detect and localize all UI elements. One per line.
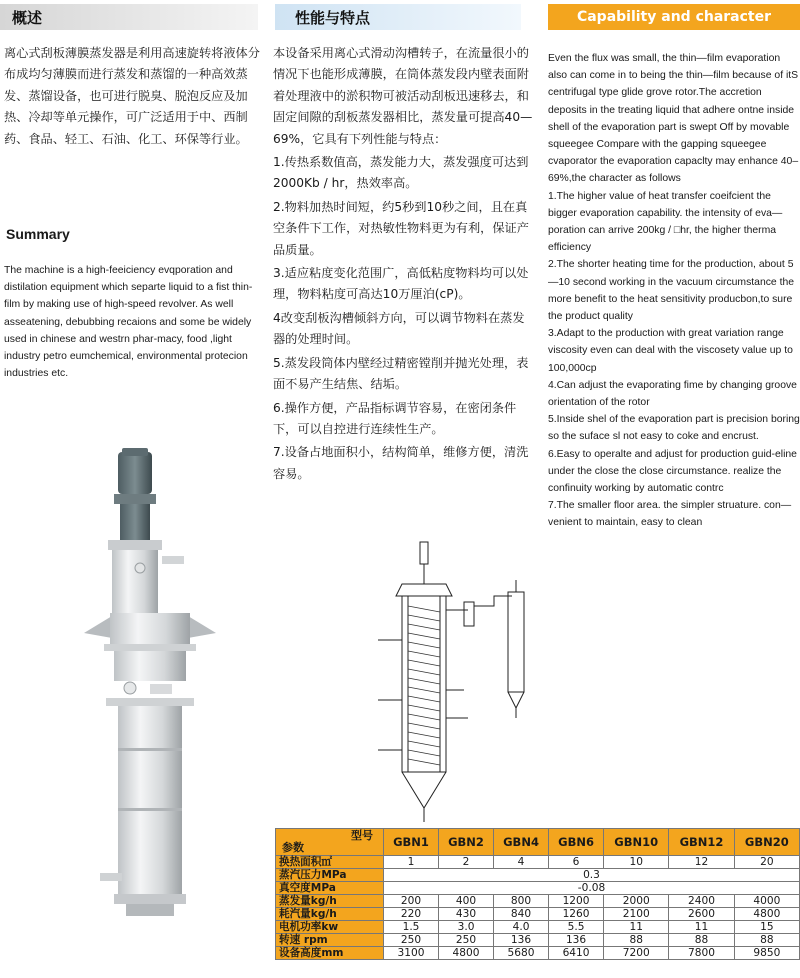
summary-body: The machine is a high-feeiciency evqporation and distilation equipment which separte liquid to a fist thin-film by making use of high-speed revolver. As well asseatening, debubbing recaions and some be widely used in chinese and westrn phar-macy, food ,light industry petro eumchemical, environmental protecion industries etc. xyxy=(4,265,253,380)
feature-item-7: 7.设备占地面积小，结构简单，维修方便，清洗容易。 xyxy=(273,445,529,481)
table-row xyxy=(276,947,800,960)
table-cell: 1200 xyxy=(549,895,604,908)
rotor-blade xyxy=(408,723,440,729)
feature-item-3: 3.适应粘度变化范围广，高低粘度物料均可以处理，物料粘度可高达10万厘泊(cP)。 xyxy=(273,266,529,302)
rotor-blade xyxy=(408,606,440,612)
rotor-blade xyxy=(408,687,440,693)
rotor-blade xyxy=(408,714,440,720)
corner-param-label: 参数 xyxy=(282,841,304,854)
row-merged-value: 0.3 xyxy=(384,869,800,882)
row-label: 转速 rpm xyxy=(276,934,384,947)
row-label: 蒸发量kg/h xyxy=(276,895,384,908)
model-header-gbn1: GBN1 xyxy=(384,829,439,856)
table-row xyxy=(276,908,800,921)
evaporator-photo xyxy=(80,448,220,918)
rotor-blade xyxy=(408,642,440,648)
row-label: 真空度MPa xyxy=(276,882,384,895)
feature-item-2: 2.物料加热时间短，约5秒到10秒之间，且在真空条件下工作，对热敏性物料更为有利，保证产品质量。 xyxy=(273,199,529,257)
rotor-blade xyxy=(408,615,440,621)
rotor-blade xyxy=(408,633,440,639)
feature-item-4: 4改变刮板沟槽倾斜方向，可以调节物料在蒸发器的处理时间。 xyxy=(273,310,525,347)
table-cell: 136 xyxy=(549,934,604,947)
table-cell: 4.0 xyxy=(494,921,549,934)
table-row xyxy=(276,895,800,908)
model-header-gbn10: GBN10 xyxy=(604,829,669,856)
table-cell: 15 xyxy=(734,921,799,934)
table-cell: 11 xyxy=(604,921,669,934)
capability-item-6: 6.Easy to operalte and adjust for production guid-eline under the close the close circumstance. realize the confinuity working by automatic contrc xyxy=(548,448,797,495)
row-label: 蒸汽压力MPa xyxy=(276,869,384,882)
model-header-gbn12: GBN12 xyxy=(669,829,734,856)
table-row xyxy=(276,869,800,882)
features-intro: 本设备采用离心式滑动沟槽转子，在流量很小的情况下也能形成薄膜，在筒体蒸发段内壁表面附着处理液中的淤积物可被活动刮板迅速移去，和固定间隙的刮板蒸发器相比，蒸发量可提高40—69%，它具有下列性能与特点： xyxy=(273,46,533,146)
rotor-blade xyxy=(408,660,440,666)
table-cell: 88 xyxy=(669,934,734,947)
table-cell: 7800 xyxy=(669,947,734,960)
table-cell: 1 xyxy=(384,856,439,869)
table-cell: 6 xyxy=(549,856,604,869)
corner-model-label: 型号 xyxy=(351,829,373,842)
table-cell: 20 xyxy=(734,856,799,869)
rotor-blade xyxy=(408,678,440,684)
capability-item-2: 2.The shorter heating time for the production, about 5—10 second working in the vacuum circumstance the more benefit to the heat sensitivity producbon,to sure the product quality xyxy=(548,259,795,323)
features-header-text: 性能与特点 xyxy=(295,8,371,27)
model-header-gbn20: GBN20 xyxy=(734,829,799,856)
table-cell: 200 xyxy=(384,895,439,908)
rotor-blade xyxy=(408,669,440,675)
capability-item-3: 3.Adapt to the production with great variation range viscosity even can deal with the viscosety value up to 100,000cp xyxy=(548,328,793,374)
capability-column xyxy=(548,50,800,532)
rotor-blade xyxy=(408,705,440,711)
row-label: 耗汽量kg/h xyxy=(276,908,384,921)
table-cell: 12 xyxy=(669,856,734,869)
model-header-gbn6: GBN6 xyxy=(549,829,604,856)
feature-item-1: 1.传热系数值高，蒸发能力大，蒸发强度可达到2000Kb / hr，热效率高。 xyxy=(273,155,529,191)
spec-table xyxy=(275,828,800,960)
capability-intro: Even the flux was small, the thin—film evaporation also can come in to being the thin—film because of itS centrifugal type glide grove rotor.The accretion deposits in the treating liquid that adhere ontne inside shell of the evaporation part is swept Off by movable squeegee Compare with the gapping squeegee cvaporator the evaporation capaclty may enhance 40–69%,the character as follows xyxy=(548,53,799,185)
overview-header xyxy=(0,4,258,30)
table-cell: 9850 xyxy=(734,947,799,960)
table-cell: 4000 xyxy=(734,895,799,908)
table-row xyxy=(276,882,800,895)
table-cell: 250 xyxy=(384,934,439,947)
table-row xyxy=(276,921,800,934)
table-cell: 4800 xyxy=(734,908,799,921)
table-cell: 10 xyxy=(604,856,669,869)
table-cell: 430 xyxy=(439,908,494,921)
table-row xyxy=(276,856,800,869)
rotor-blade xyxy=(408,750,440,756)
capability-item-4: 4.Can adjust the evaporating fime by changing groove orientation of the rotor xyxy=(548,379,797,409)
features-header xyxy=(275,4,521,30)
table-cell: 11 xyxy=(669,921,734,934)
rotor-blade xyxy=(408,651,440,657)
table-cell: 88 xyxy=(734,934,799,947)
capability-header-text: Capability and character xyxy=(576,9,772,25)
table-cell: 400 xyxy=(439,895,494,908)
rotor-blade xyxy=(408,732,440,738)
capability-item-7: 7.The smaller floor area. the simpler struature. con—venient to maintain, easy to clean xyxy=(548,500,792,529)
rotor-blade xyxy=(408,624,440,630)
row-merged-value: -0.08 xyxy=(384,882,800,895)
rotor-blade xyxy=(408,696,440,702)
table-cell: 2400 xyxy=(669,895,734,908)
row-label: 电机功率kw xyxy=(276,921,384,934)
table-cell: 1260 xyxy=(549,908,604,921)
table-cell: 250 xyxy=(439,934,494,947)
spec-corner-cell xyxy=(276,829,384,856)
table-cell: 220 xyxy=(384,908,439,921)
table-row xyxy=(276,934,800,947)
table-cell: 800 xyxy=(494,895,549,908)
capability-item-5: 5.Inside shel of the evaporation part is precision boring so the suface sl not easy to coke and encrust. xyxy=(548,414,800,443)
features-column xyxy=(273,43,535,487)
table-cell: 5680 xyxy=(494,947,549,960)
capability-header xyxy=(548,4,800,30)
table-cell: 88 xyxy=(604,934,669,947)
table-cell: 1.5 xyxy=(384,921,439,934)
overview-header-text: 概述 xyxy=(12,8,43,27)
table-cell: 3.0 xyxy=(439,921,494,934)
table-cell: 5.5 xyxy=(549,921,604,934)
overview-text: 离心式刮板薄膜蒸发器是利用高速旋转将液体分布成均匀薄膜而进行蒸发和蒸馏的一种高效蒸发、蒸馏设备，也可进行脱臭、脱泡反应及加热、冷却等单元操作，可广泛适用于中、西制药、食品、轻工、石油、化工、环保等行业。 xyxy=(4,46,260,146)
table-cell: 2100 xyxy=(604,908,669,921)
rotor-blade xyxy=(408,741,440,747)
table-cell: 6410 xyxy=(549,947,604,960)
capability-item-1: 1.The higher value of heat transfer coeifcient the bigger evaporation capability. the intensity of eva—poration can arrive 200kg / □hr, the higher therma efficiency xyxy=(548,190,783,254)
feature-item-5: 5.蒸发段筒体内壁经过精密镗削并抛光处理，表面不易产生结焦、结垢。 xyxy=(273,355,529,392)
table-cell: 4 xyxy=(494,856,549,869)
table-cell: 2000 xyxy=(604,895,669,908)
model-header-gbn4: GBN4 xyxy=(494,829,549,856)
table-cell: 2600 xyxy=(669,908,734,921)
row-label: 换热面积㎡ xyxy=(276,856,384,869)
table-cell: 840 xyxy=(494,908,549,921)
model-header-gbn2: GBN2 xyxy=(439,829,494,856)
table-cell: 7200 xyxy=(604,947,669,960)
table-cell: 136 xyxy=(494,934,549,947)
row-label: 设备高度mm xyxy=(276,947,384,960)
table-cell: 2 xyxy=(439,856,494,869)
rotor-blade xyxy=(408,759,440,765)
table-cell: 4800 xyxy=(439,947,494,960)
spec-table-header xyxy=(276,829,800,856)
feature-item-6: 6.操作方便，产品指标调节容易，在密闭条件下，可以自控进行连续性生产。 xyxy=(273,400,517,436)
summary-title: Summary xyxy=(6,226,70,242)
table-cell: 3100 xyxy=(384,947,439,960)
evaporator-schematic xyxy=(368,540,548,825)
